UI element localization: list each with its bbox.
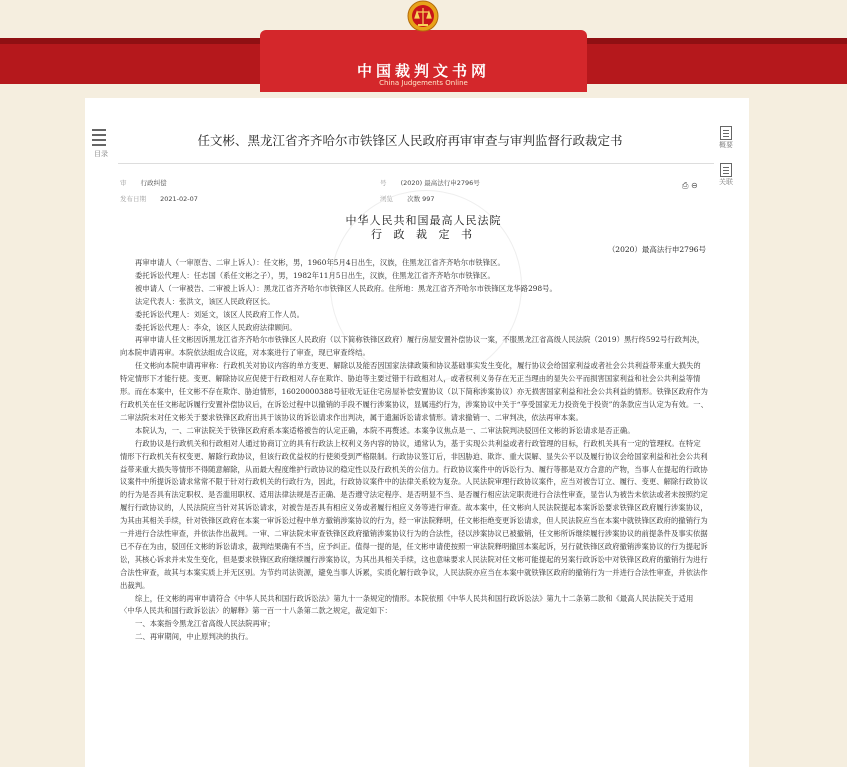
paragraph: 一、本案指令黑龙江省高级人民法院再审； <box>135 619 275 629</box>
related-button[interactable] <box>718 163 734 187</box>
site-name-en: China Judgements Online <box>379 79 468 87</box>
meta-date-key: 发布日期 <box>120 195 146 203</box>
paragraph: 综上，任文彬的再审申请符合《中华人民共和国行政诉讼法》第九十一条规定的情形。本院依照《中华人民共和国行政诉讼法》第九十二条第二款和《最高人民法院关于适用〈中华人民共和国行政诉讼法〉的解释》第一百一十八条第二款之规定，裁定如下： <box>120 593 694 616</box>
paragraph: 委托诉讼代理人：任志国（系任文彬之子），男，1982年11月5日出生，汉族，住黑龙江省齐齐哈尔市铁锋区。 <box>135 270 495 280</box>
site-name[interactable]: 中国裁判文书网 <box>356 62 490 80</box>
download-icon[interactable]: ⊖ <box>690 181 698 190</box>
meta-case-value: (2020) 最高法行申2796号 <box>400 179 480 187</box>
case-number: （2020）最高法行申2796号 <box>607 245 706 254</box>
paragraph: 被申请人（一审被告、二审被上诉人）：黑龙江省齐齐哈尔市铁锋区人民政府。住所地：黑龙江省齐齐哈尔市铁锋区龙华路298号。 <box>135 283 557 293</box>
document-icon <box>720 126 732 140</box>
meta-case <box>380 178 480 187</box>
meta-date-value: 2021-02-07 <box>160 195 198 203</box>
print-icon[interactable]: ⎙ <box>682 181 689 190</box>
paragraph: 再审申请人（一审原告、二审上诉人）：任文彬，男，1960年5月4日出生，汉族，住黑龙江省齐齐哈尔市铁锋区。 <box>135 258 505 267</box>
meta-court <box>120 178 167 187</box>
meta-court-value: 行政纠偿 <box>140 179 167 187</box>
paragraph: 本院认为，一、二审法院关于铁锋区政府系本案适格被告的认定正确，本院不再赘述。本案争议焦点是一、二审法院判决驳回任文彬的诉讼请求是否正确。 <box>135 425 635 435</box>
paragraph: 任文彬向本院申请再审称：行政机关对协议内容的单方变更、解除以及能否因国家法律政策和协议基础事实发生变化，履行协议会给国家利益或者社会公共利益带来重大损失的特定情形下才能行使。变更、解除协议应促使于行政相对人存在欺诈、胁迫等主要过错于行政相对人，或者权利义务存在无正当理由的显失公平而损害国家利益和社会公共利益等情形。而在本案中，任文彬不存在欺诈、胁迫情形，16020000388号征收无证住宅房屋补偿安置协议（以下简称涉案协议）亦无损害国家利益和社会公共利益的情形。铁锋区政府作为行政机关在任文彬起诉履行安置补偿协议后，在诉讼过程中以撤销的手段不履行涉案协议，显属违约行为，涉案协议中关于“享受国家无力投资免于投资”的条款应当认定为有效。一、二审法院未对任文彬关于要求铁锋区政府出具于该协议的诉讼请求作出判决，属于遗漏诉讼请求情形。请求撤销一、二审判决，依法再审本案。 <box>120 361 708 422</box>
title-divider <box>118 163 714 164</box>
paragraph: 法定代表人：张洪文，该区人民政府区长。 <box>135 296 275 306</box>
document-title: 任文彬、黑龙江省齐齐哈尔市铁锋区人民政府再审审查与审判监督行政裁定书 <box>197 133 623 148</box>
meta-case-key: 号 <box>380 179 387 187</box>
summary-label: 概要 <box>719 141 733 149</box>
paragraph: 委托诉讼代理人：刘延文，该区人民政府工作人员。 <box>135 309 304 319</box>
paragraph: 行政协议是行政机关和行政相对人通过协商订立的具有行政法上权利义务内容的协议，通常认为，基于实现公共利益或者行政管理的目标，行政机关具有一定的管理权。在特定情形下行政机关有权变更、解除行政协议，但该行政优益权的行使须受到严格限制。行政协议签订后，非因胁迫、欺诈、重大误解、显失公平以及履行协议会给国家利益和社会公共利益带来重大损失等情形不得随意解除，从而最大程度维护行政协议的稳定性以及行政机关的公信力。行政协议案件中的诉讼行为、履行等都是双方合意的产物，当事人在提起的行政协议案件中所提诉讼请求常常不限于针对行政机关的行政行为，因此，行政协议案件中的法律关系较为复杂。人民法院审理行政协议案件，应当对被告订立、履行、变更、解除行政协议的行为是否具有法定职权、是否滥用职权、适用法律法规是否正确、是否遵守法定程序、是否明显不当、是否履行相应法定职责进行合法性审查，显告认为被告未依法或者未按照约定履行行政协议的，人民法院应当针对其诉讼请求，对被告是否具有相应义务或者履行相应义务等进行审查。故本案中，任文彬向人民法院提起本案诉讼要求铁锋区政府履行涉案协议，为其由其相关手续，针对铁锋区政府在本案一审诉讼过程中单方撤销涉案协议的行为，经一审法院释明，任文彬拒绝变更诉讼请求，但人民法院应当在本案中就铁锋区政府的撤销行为一并进行合法性审查，并依法作出裁判。一审、二审法院未审查铁锋区政府撤销涉案协议行为的合法性，径以涉案协议已被撤销，任文彬所诉继续履行涉案协议的前提条件及事实依据已不存在为由，驳回任文彬的诉讼请求，裁判结果确有不当，应予纠正。值得一提的是，任文彬申请使按照一审法院释明撤回本案起诉，另行就铁锋区政府撤销涉案协议的行为提起诉讼，其核心诉求并未发生变化，但是要求铁锋区政府继续履行涉案协议，为其出具相关手续，这也意味要求人民法院对任文彬可能提起的另案行政诉讼中对铁锋区政府的撤销行为进行合法性审查，故其与本案实质上并无区别。为节约司法资源，避免当事人诉累，实质化解行政争议，人民法院亦应当在本案中就铁锋区政府的撤销行为一并进行合法性审查，并依法作出裁判。 <box>120 438 708 590</box>
document-tools <box>682 181 698 191</box>
document-type: 行 政 裁 定 书 <box>371 228 476 241</box>
summary-button[interactable] <box>718 126 734 150</box>
related-label: 关联 <box>719 178 733 186</box>
toc-button[interactable] <box>92 126 110 159</box>
court-name: 中华人民共和国最高人民法院 <box>345 214 502 227</box>
related-document-icon <box>720 163 732 177</box>
document-body <box>120 257 708 644</box>
meta-court-key: 审 <box>120 179 127 187</box>
site-header <box>0 0 847 95</box>
paragraph: 二、再审期间，中止原判决的执行。 <box>135 632 253 642</box>
toc-label: 目录 <box>94 150 108 158</box>
paragraph: 再审申请人任文彬因诉黑龙江省齐齐哈尔市铁锋区人民政府（以下简称铁锋区政府）履行房屋安置补偿协议一案，不服黑龙江省高级人民法院（2019）黑行终592号行政判决，向本院申请再审。本院依法组成合议庭，对本案进行了审查，现已审查终结。 <box>120 335 705 358</box>
meta-views-value: 次数 997 <box>407 195 435 203</box>
meta-views-key: 浏览 <box>380 195 393 203</box>
list-icon <box>92 129 106 146</box>
paragraph: 委托诉讼代理人：李众，该区人民政府法律顾问。 <box>135 322 297 332</box>
court-emblem-icon[interactable] <box>407 0 439 34</box>
meta-date <box>120 194 198 203</box>
